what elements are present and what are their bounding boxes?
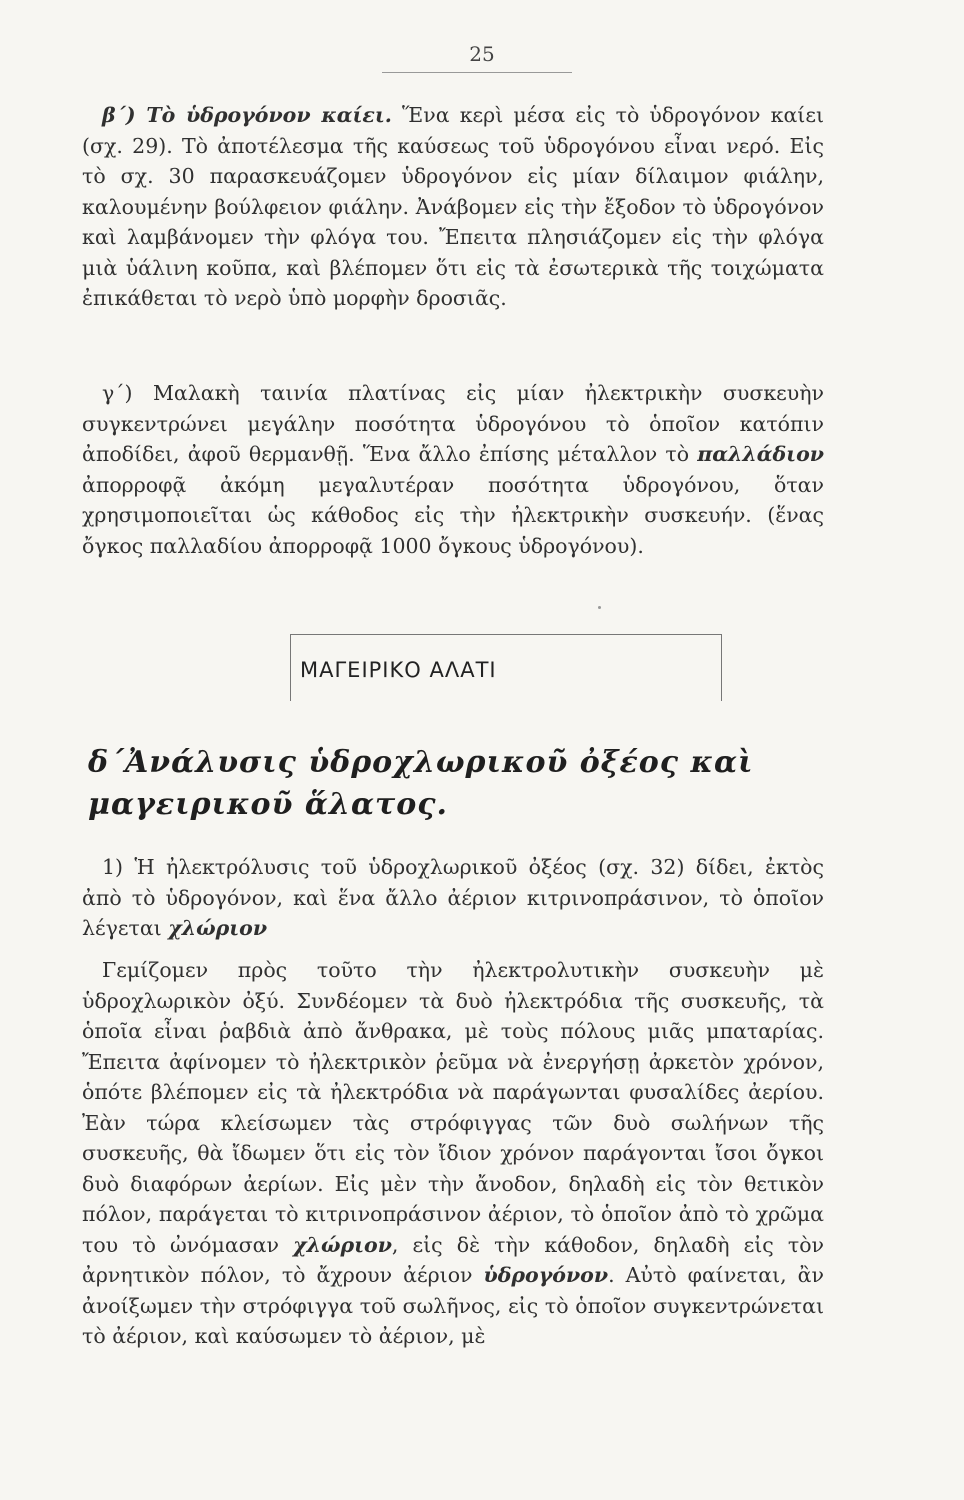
paragraph-gamma-emphasis: παλλάδιον <box>697 442 824 466</box>
paragraph-2-emphasis-a: χλώριον <box>293 1232 392 1257</box>
paragraph-1 <box>82 852 824 944</box>
paragraph-2-text-b: , εἰς δὲ τὴν κάθοδον, δηλαδὴ εἰς τὸν ἀρνητικὸν πόλον, τὸ ἄχρουν ἀέριον <box>82 1232 824 1287</box>
paragraph-2-emphasis-b: ὑδρογόνον <box>483 1263 609 1287</box>
paragraph-gamma <box>82 378 824 561</box>
paragraph-1-emphasis: χλώριον <box>168 916 268 940</box>
print-speck <box>598 606 601 609</box>
paragraph-beta-text: Ἕνα κερὶ μέσα εἰς τὸ ὑδρογόνον καίει (σχ. 29). Τὸ ἀποτέλεσμα τῆς καύσεως τοῦ ὑδρογόνου εἶναι νερό. Εἰς τὸ σχ. 30 παρασκευάζομεν ὑδρογόνον εἰς μίαν δίλαιμον φιάλην, καλουμένην βούλφειον φιάλην. Ἀνάβομεν εἰς τὴν ἔξοδον τὸ ὑδρογόνον καὶ λαμβάνομεν τὴν φλόγα του. Ἔπειτα πλησιάζομεν εἰς τὴν φλόγα μιὰ ὑάλινη κοῦπα, καὶ βλέπομεν ὅτι εἰς τὰ ἐσωτερικὰ τῆς τοιχώματα ἐπικάθεται τὸ νερὸ ὑπὸ μορφὴν δροσιᾶς. <box>82 103 824 310</box>
paragraph-beta <box>82 100 824 314</box>
paragraph-2 <box>82 955 824 1352</box>
box-title: ΜΑΓΕΙΡΙΚΟ ΑΛΑΤΙ <box>300 658 497 682</box>
paragraph-2-text-c: . Αὐτὸ φαίνεται, ἂν ἀνοίξωμεν τὴν στρόφιγγα τοῦ σωλῆνος, εἰς τὸ ὁποῖον συγκεντρώνεται τὸ ἀέριον, καὶ καύσωμεν τὸ ἀέριον, μὲ <box>82 1263 824 1348</box>
paragraph-1-text: 1) Ἡ ἠλεκτρόλυσις τοῦ ὑδροχλωρικοῦ ὀξέος (σχ. 32) δίδει, ἐκτὸς ἀπὸ τὸ ὑδρογόνον, καὶ ἕνα ἄλλο ἀέριον κιτρινοπράσινον, τὸ ὁποῖον λέγεται <box>82 855 824 940</box>
page-number: 25 <box>469 42 495 66</box>
paragraph-gamma-text-after: ἀπορροφᾷ ἀκόμη μεγαλυτέραν ποσότητα ὑδρογόνου, ὅταν χρησιμοποιεῖται ὡς κάθοδος εἰς τὴν ἠλεκτρικὴν συσκευήν. (ἕνας ὄγκος παλλαδίου ἀπορροφᾷ 1000 ὄγκους ὑδρογόνου). <box>82 472 824 558</box>
page-number-rule <box>382 72 572 73</box>
section-heading: δ΄Ἀνάλυσις ὑδροχλωρικοῦ ὀξέος καὶ μαγειρικοῦ ἅλατος. <box>88 745 754 822</box>
paragraph-beta-label: β΄) Τὸ ὑδρογόνον καίει. <box>102 103 392 127</box>
paragraph-gamma-text-before: γ΄) Μαλακὴ ταινία πλατίνας εἰς μίαν ἠλεκτρικὴν συσκευὴν συγκεντρώνει μεγάλην ποσότητα ὑδρογόνου τὸ ὁποῖον κατόπιν ἀποδίδει, ἀφοῦ θερμανθῇ. Ἕνα ἄλλο ἐπίσης μέταλλον τὸ <box>82 381 824 466</box>
paragraph-2-text-a: Γεμίζομεν πρὸς τοῦτο τὴν ἠλεκτρολυτικὴν συσκευὴν μὲ ὑδροχλωρικὸν ὀξύ. Συνδέομεν τὰ δυὸ ἠλεκτρόδια τῆς συσκευῆς, τὰ ὁποῖα εἶναι ῥαβδιὰ ἀπὸ ἄνθρακα, μὲ τοὺς πόλους μιᾶς μπαταρίας. Ἔπειτα ἀφίνομεν τὸ ἠλεκτρικὸν ῥεῦμα νὰ ἐνεργήσῃ ἀρκετὸν χρόνον, ὁπότε βλέπομεν εἰς τὰ ἠλεκτρόδια νὰ παράγωνται φυσαλίδες ἀερίου. Ἐὰν τώρα κλείσωμεν τὰς στρόφιγγας τῶν δυὸ σωλήνων τῆς συσκευῆς, θὰ ἴδωμεν ὅτι εἰς τὸν ἴδιον χρόνον παράγονται ἴσοι ὄγκοι δυὸ διαφόρων ἀερίων. Εἰς μὲν τὴν ἄνοδον, δηλαδὴ εἰς τὸν θετικὸν πόλον, παράγεται τὸ κιτρινοπράσινον ἀέριον, τὸ ὁποῖον ἀπὸ τὸ χρῶμα του τὸ ὠνόμασαν <box>82 958 824 1257</box>
